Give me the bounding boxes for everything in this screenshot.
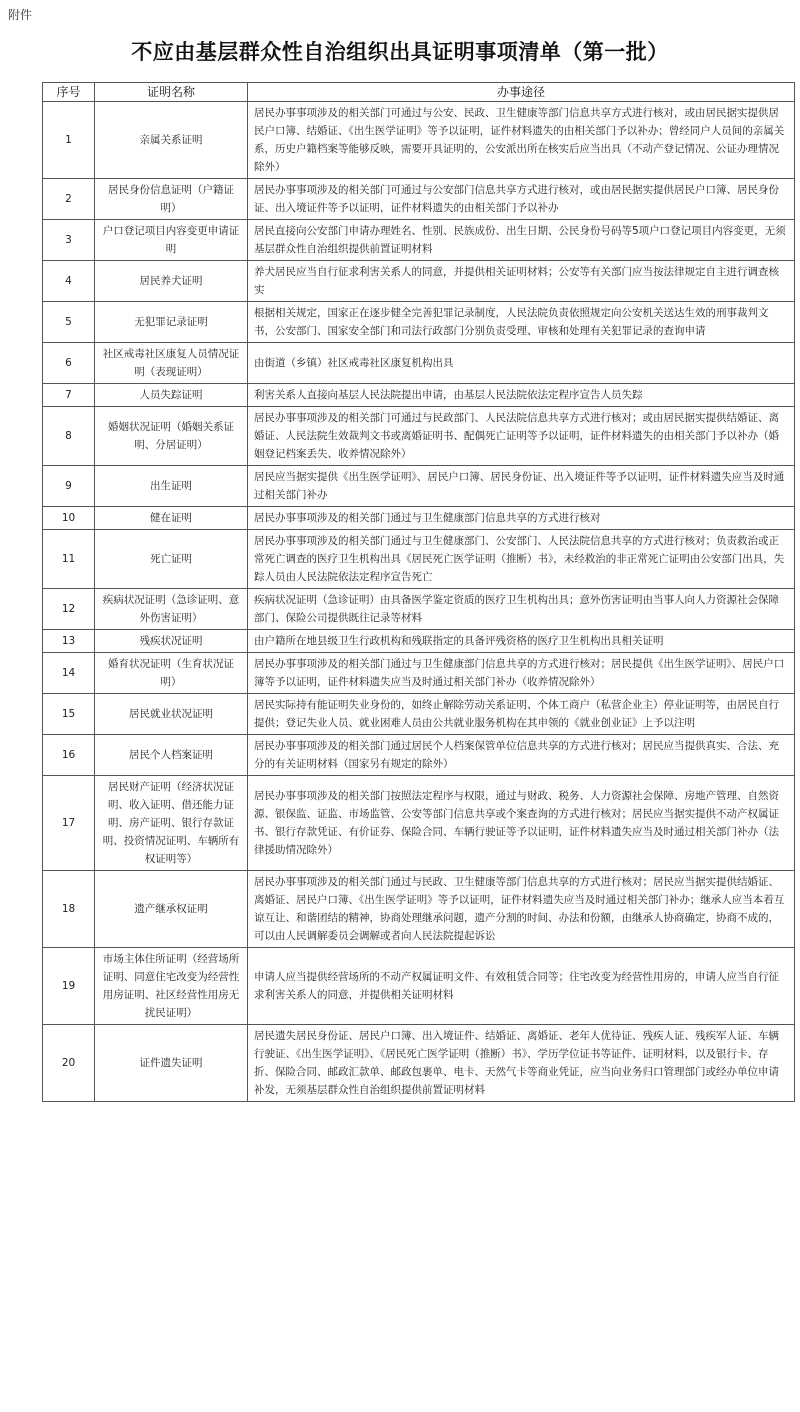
handling-path-cell: 居民办事事项涉及的相关部门通过与卫生健康部门、公安部门、人民法院信息共享的方式进行核对；负责救治或正常死亡调查的医疗卫生机构出具《居民死亡医学证明（推断）书》，未经救治的非正常死亡证明由公安部门出具，失踪人员由人民法院依法定程序宣告死亡 [248, 530, 795, 589]
handling-path-cell: 由街道（乡镇）社区戒毒社区康复机构出具 [248, 343, 795, 384]
certificate-name-cell: 证件遗失证明 [95, 1025, 248, 1102]
table-row [43, 735, 795, 776]
handling-path-cell: 居民办事事项涉及的相关部门按照法定程序与权限，通过与财政、税务、人力资源社会保障、房地产管理、自然资源、银保监、证监、市场监管、公安等部门信息共享或个案查询的方式进行核对；居民应当据实提供不动产权属证书、银行存款凭证、有价证券、保险合同、车辆行驶证等予以证明，证件材料遗失应当及时通过相关部门补办（法律援助情况除外） [248, 776, 795, 871]
table-row [43, 343, 795, 384]
handling-path-cell: 居民遗失居民身份证、居民户口簿、出入境证件、结婚证、离婚证、老年人优待证、残疾人证、残疾军人证、车辆行驶证、《出生医学证明》、《居民死亡医学证明（推断）书》、学历学位证书等证件、证明材料，以及银行卡、存折、保险合同、邮政汇款单、邮政包裹单、电卡、天然气卡等商业凭证，应当向业务归口管理部门或经办单位申请补发，无须基层群众性自治组织提供前置证明材料 [248, 1025, 795, 1102]
certificate-name-cell: 户口登记项目内容变更申请证明 [95, 220, 248, 261]
certificate-name-cell: 疾病状况证明（急诊证明、意外伤害证明） [95, 589, 248, 630]
table-row [43, 530, 795, 589]
row-number-cell: 4 [43, 261, 95, 302]
row-number-cell: 18 [43, 871, 95, 948]
row-number-cell: 5 [43, 302, 95, 343]
handling-path-cell: 居民办事事项涉及的相关部门可通过与公安、民政、卫生健康等部门信息共享方式进行核对，或由居民据实提供居民户口簿、结婚证、《出生医学证明》等予以证明，证件材料遗失的由相关部门予以补办；曾经同户人员间的亲属关系，历史户籍档案等能够反映，需要开具证明的，公安派出所在核实后应当出具（不动产登记情况、公证办理情况除外） [248, 102, 795, 179]
row-number-cell: 14 [43, 653, 95, 694]
certificate-name-cell: 亲属关系证明 [95, 102, 248, 179]
column-header-name: 证明名称 [95, 83, 248, 102]
row-number-cell: 16 [43, 735, 95, 776]
handling-path-cell: 居民办事事项涉及的相关部门可通过与公安部门信息共享方式进行核对，或由居民据实提供居民户口簿、居民身份证、出入境证件等予以证明，证件材料遗失的由相关部门予以补办 [248, 179, 795, 220]
table-row [43, 653, 795, 694]
column-header-number: 序号 [43, 83, 95, 102]
column-header-path: 办事途径 [248, 83, 795, 102]
certificate-name-cell: 人员失踪证明 [95, 384, 248, 407]
row-number-cell: 19 [43, 948, 95, 1025]
certificate-name-cell: 出生证明 [95, 466, 248, 507]
table-row [43, 948, 795, 1025]
handling-path-cell: 居民办事事项涉及的相关部门通过与卫生健康部门信息共享的方式进行核对 [248, 507, 795, 530]
handling-path-cell: 利害关系人直接向基层人民法院提出申请，由基层人民法院依法定程序宣告人员失踪 [248, 384, 795, 407]
handling-path-cell: 居民应当据实提供《出生医学证明》、居民户口簿、居民身份证、出入境证件等予以证明，证件材料遗失应当及时通过相关部门补办 [248, 466, 795, 507]
row-number-cell: 15 [43, 694, 95, 735]
row-number-cell: 20 [43, 1025, 95, 1102]
handling-path-cell: 申请人应当提供经营场所的不动产权属证明文件、有效租赁合同等；住宅改变为经营性用房的，申请人应当自行征求利害关系人的同意，并提供相关证明材料 [248, 948, 795, 1025]
table-row [43, 694, 795, 735]
certificate-name-cell: 无犯罪记录证明 [95, 302, 248, 343]
row-number-cell: 8 [43, 407, 95, 466]
certificate-list-table [42, 82, 795, 1102]
certificate-name-cell: 居民个人档案证明 [95, 735, 248, 776]
certificate-name-cell: 遗产继承权证明 [95, 871, 248, 948]
row-number-cell: 13 [43, 630, 95, 653]
handling-path-cell: 居民办事事项涉及的相关部门通过与民政、卫生健康等部门信息共享的方式进行核对；居民应当据实提供结婚证、离婚证、居民户口簿、《出生医学证明》等予以证明，证件材料遗失应当及时通过相关部门补办；继承人应当本着互谅互让、和谐团结的精神，协商处理继承问题，遗产分割的时间、办法和份额，由继承人协商确定，协商不成的，可以由人民调解委员会调解或者向人民法院提起诉讼 [248, 871, 795, 948]
table-row [43, 220, 795, 261]
document-title: 不应由基层群众性自治组织出具证明事项清单（第一批） [131, 39, 669, 64]
table-row [43, 102, 795, 179]
table-row [43, 384, 795, 407]
certificate-name-cell: 市场主体住所证明（经营场所证明、同意住宅改变为经营性用房证明、社区经营性用房无扰民证明） [95, 948, 248, 1025]
certificate-name-cell: 居民财产证明（经济状况证明、收入证明、借还能力证明、房产证明、银行存款证明、投资情况证明、车辆所有权证明等） [95, 776, 248, 871]
table-row [43, 179, 795, 220]
certificate-name-cell: 居民身份信息证明（户籍证明） [95, 179, 248, 220]
row-number-cell: 11 [43, 530, 95, 589]
row-number-cell: 17 [43, 776, 95, 871]
certificate-name-cell: 社区戒毒社区康复人员情况证明（表现证明） [95, 343, 248, 384]
row-number-cell: 1 [43, 102, 95, 179]
row-number-cell: 7 [43, 384, 95, 407]
row-number-cell: 3 [43, 220, 95, 261]
handling-path-cell: 居民直接向公安部门申请办理姓名、性别、民族成份、出生日期、公民身份号码等5项户口登记项目内容变更，无须基层群众性自治组织提供前置证明材料 [248, 220, 795, 261]
handling-path-cell: 养犬居民应当自行征求利害关系人的同意，并提供相关证明材料；公安等有关部门应当按法律规定自主进行调查核实 [248, 261, 795, 302]
handling-path-cell: 居民办事事项涉及的相关部门通过与卫生健康部门信息共享的方式进行核对；居民提供《出生医学证明》、居民户口簿等予以证明，证件材料遗失应当及时通过相关部门补办（收养情况除外） [248, 653, 795, 694]
certificate-name-cell: 死亡证明 [95, 530, 248, 589]
certificate-name-cell: 残疾状况证明 [95, 630, 248, 653]
certificate-name-cell: 居民就业状况证明 [95, 694, 248, 735]
row-number-cell: 12 [43, 589, 95, 630]
attachment-label: 附件 [8, 8, 33, 22]
handling-path-cell: 根据相关规定，国家正在逐步健全完善犯罪记录制度，人民法院负责依照规定向公安机关送达生效的刑事裁判文书，公安部门、国家安全部门和司法行政部门分别负责受理、审核和处理有关犯罪记录的查询申请 [248, 302, 795, 343]
handling-path-cell: 居民办事事项涉及的相关部门可通过与民政部门、人民法院信息共享方式进行核对；或由居民据实提供结婚证、离婚证、人民法院生效裁判文书或离婚证明书、配偶死亡证明等予以证明，证件材料遗失的由相关部门予以补办（婚姻登记档案丢失、收养情况除外） [248, 407, 795, 466]
row-number-cell: 10 [43, 507, 95, 530]
row-number-cell: 6 [43, 343, 95, 384]
row-number-cell: 2 [43, 179, 95, 220]
certificate-name-cell: 健在证明 [95, 507, 248, 530]
handling-path-cell: 由户籍所在地县级卫生行政机构和残联指定的具备评残资格的医疗卫生机构出具相关证明 [248, 630, 795, 653]
table-row [43, 466, 795, 507]
table-row [43, 261, 795, 302]
handling-path-cell: 疾病状况证明（急诊证明）由具备医学鉴定资质的医疗卫生机构出具；意外伤害证明由当事人向人力资源社会保障部门、保险公司提供既往记录等材料 [248, 589, 795, 630]
row-number-cell: 9 [43, 466, 95, 507]
handling-path-cell: 居民办事事项涉及的相关部门通过居民个人档案保管单位信息共享的方式进行核对；居民应当提供真实、合法、充分的有关证明材料（国家另有规定的除外） [248, 735, 795, 776]
table-row [43, 871, 795, 948]
table-row [43, 776, 795, 871]
table-row [43, 630, 795, 653]
table-row [43, 507, 795, 530]
table-row [43, 302, 795, 343]
handling-path-cell: 居民实际持有能证明失业身份的，如终止解除劳动关系证明、个体工商户（私营企业主）停业证明等，由居民自行提供；登记失业人员、就业困难人员由公共就业服务机构在其申领的《就业创业证》上予以注明 [248, 694, 795, 735]
certificate-name-cell: 婚姻状况证明（婚姻关系证明、分居证明） [95, 407, 248, 466]
certificate-name-cell: 婚育状况证明（生育状况证明） [95, 653, 248, 694]
table-header-row [43, 83, 795, 102]
table-row [43, 407, 795, 466]
certificate-name-cell: 居民养犬证明 [95, 261, 248, 302]
table-row [43, 589, 795, 630]
table-row [43, 1025, 795, 1102]
